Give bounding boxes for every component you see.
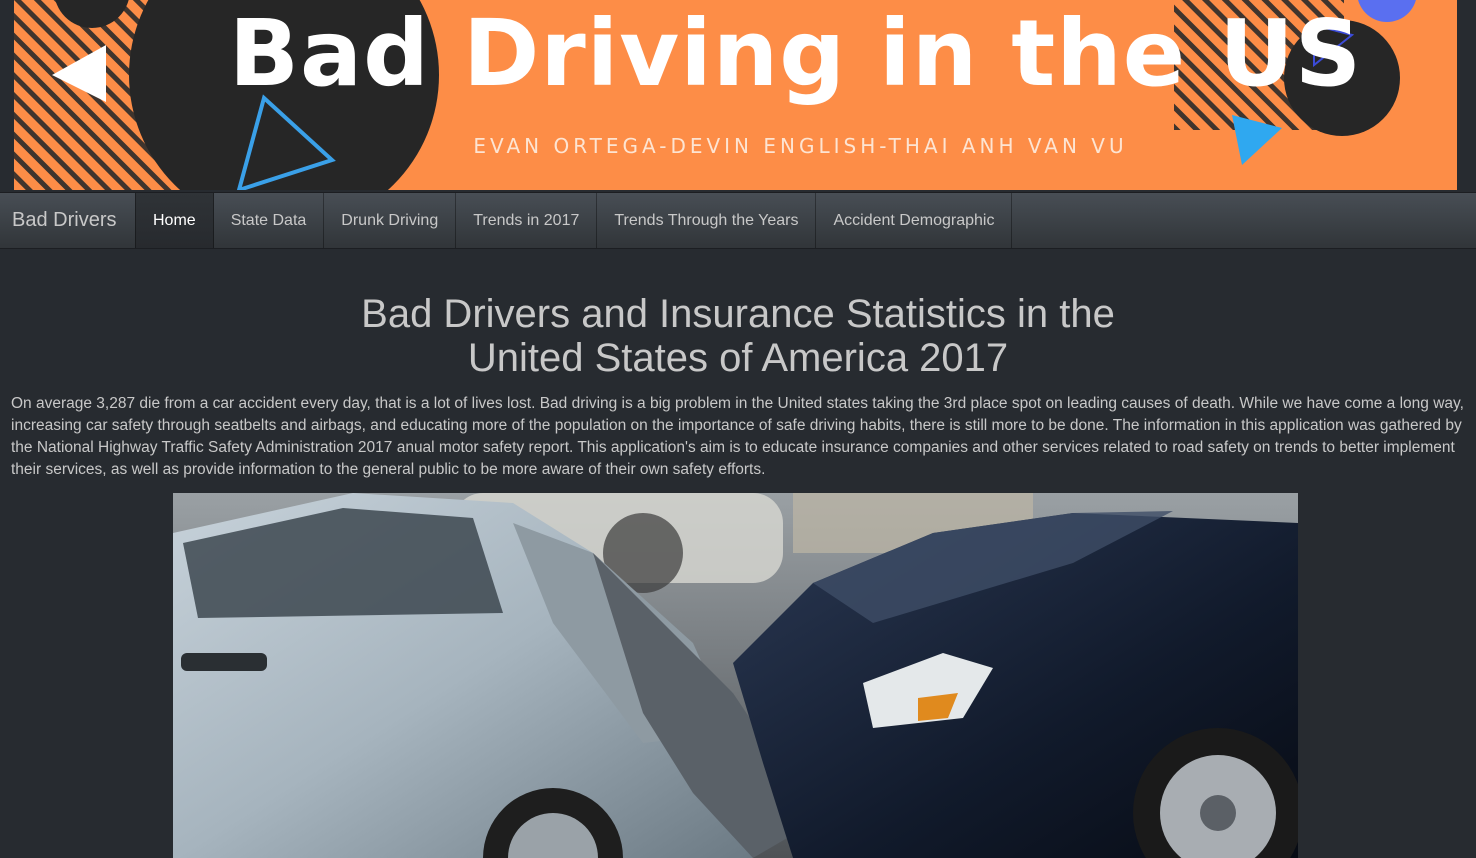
car-crash-illustration: [173, 493, 1298, 858]
nav-item-trends-2017[interactable]: Trends in 2017: [456, 193, 597, 248]
nav-item-home[interactable]: Home: [135, 193, 214, 248]
nav-item-accident-demographic[interactable]: Accident Demographic: [816, 193, 1012, 248]
nav-item-drunk-driving[interactable]: Drunk Driving: [324, 193, 456, 248]
page-title: [0, 292, 1476, 380]
navbar-brand[interactable]: Bad Drivers: [12, 209, 117, 231]
banner-area: [0, 0, 1476, 192]
intro-paragraph: On average 3,287 die from a car accident every day, that is a lot of lives lost. Bad driving is a big problem in the United states taking the 3rd place spot on leading causes of death. While we have come a long way, increasing car safety through seatbelts and airbags, and educating more of the population on the importance of safe driving habits, there is still more to be done. The information in this application was gathered by the National Highway Traffic Safety Administration 2017 anual motor safety report. This application's aim is to educate insurance companies and other services related to road safety on trends to better implement their services, as well as provide information to the general public to be more aware of their own safety efforts.: [11, 395, 1464, 478]
page-title-line-2: United States of America 2017: [467, 336, 1009, 380]
banner-title: Bad Driving in the US: [228, 0, 1363, 107]
banner-image: [14, 0, 1457, 190]
banner-subtitle: EVAN ORTEGA-DEVIN ENGLISH-THAI ANH VAN VU: [473, 134, 1128, 158]
page-title-line-1: Bad Drivers and Insurance Statistics in the: [361, 292, 1115, 336]
nav-item-state-data[interactable]: State Data: [214, 193, 325, 248]
car-crash-photo: [173, 493, 1298, 858]
navbar: [0, 192, 1476, 249]
nav-item-trends-years[interactable]: Trends Through the Years: [597, 193, 816, 248]
